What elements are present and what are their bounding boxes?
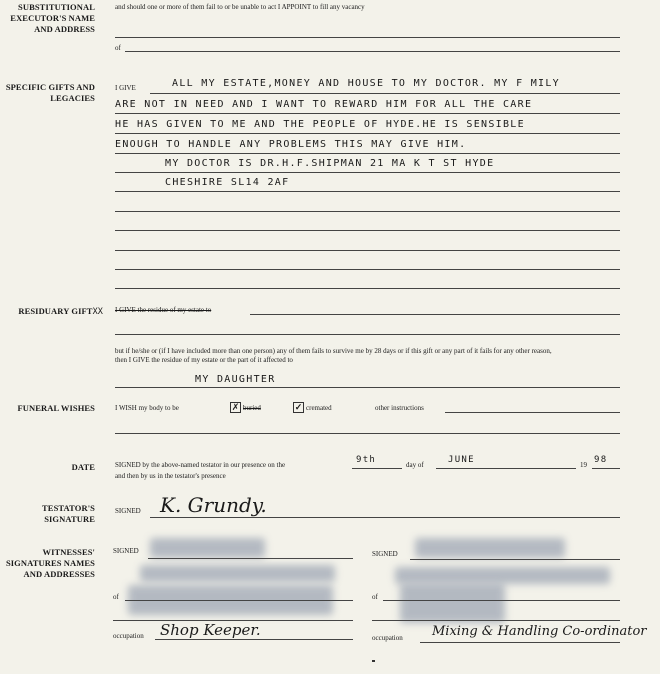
witness2-rule xyxy=(410,559,620,560)
gift-rule xyxy=(115,288,620,289)
gift-rule xyxy=(150,93,620,94)
witness2-rule xyxy=(420,642,620,643)
funeral-intro: I WISH my body to be xyxy=(115,404,179,412)
substitutional-executor-label: SUBSTITUTIONAL EXECUTOR'S NAME AND ADDRESS xyxy=(10,2,95,34)
date-text-1: SIGNED by the above-named testator in our presence on the xyxy=(115,461,286,469)
other-instructions-label: other instructions xyxy=(375,404,424,412)
witness1-of-label: of xyxy=(113,593,119,601)
gift-rule xyxy=(115,172,620,173)
witness2-rule xyxy=(383,600,620,601)
cremated-label: cremated xyxy=(306,404,332,412)
witness1-name-redacted xyxy=(140,565,335,582)
ink-dot xyxy=(372,660,375,662)
gift-rule xyxy=(115,211,620,212)
date-rule xyxy=(352,468,402,469)
date-rule xyxy=(436,468,576,469)
witness1-rule xyxy=(148,558,353,559)
i-give-label: I GIVE xyxy=(115,84,136,92)
residuary-rule xyxy=(250,314,620,315)
gift-line-3: HE HAS GIVEN TO ME AND THE PEOPLE OF HYDE.HE IS SENSIBLE xyxy=(115,119,525,130)
testator-signature: K. Grundy. xyxy=(160,493,267,517)
date-month: JUNE xyxy=(448,455,475,465)
gift-rule xyxy=(115,250,620,251)
witness1-occupation-label: occupation xyxy=(113,632,144,640)
witness1-rule xyxy=(125,600,353,601)
witness2-name-redacted xyxy=(395,567,610,584)
testator-rule xyxy=(150,517,620,518)
witness1-occupation: Shop Keeper. xyxy=(160,621,261,639)
gift-line-5: MY DOCTOR IS DR.H.F.SHIPMAN 21 MA K T ST HYDE xyxy=(165,158,495,169)
date-year-prefix: 19 xyxy=(580,461,587,469)
buried-label: buried xyxy=(243,404,261,412)
residuary-rule xyxy=(115,334,620,335)
witness1-signature-redacted xyxy=(150,538,265,558)
date-day-of: day of xyxy=(406,461,424,469)
date-rule xyxy=(592,468,620,469)
gift-rule xyxy=(115,230,620,231)
witness2-occupation: Mixing & Handling Co-ordinator xyxy=(432,624,647,639)
residuary-condition: but if he/she or (if I have included more than one person) any of them fails to survive me by 28 days or if this gift or any part of it fails for any other reason, then I GIVE the residue of my estate or the part of it affected to xyxy=(115,347,552,364)
date-label: DATE xyxy=(71,462,95,472)
witness2-rule xyxy=(372,620,620,621)
testator-signed-label: SIGNED xyxy=(115,507,141,515)
residuary-line-1: I GIVE the residue of my estate to xyxy=(115,306,212,314)
witness2-occupation-label: occupation xyxy=(372,634,403,642)
date-year: 98 xyxy=(594,455,608,465)
witness2-address-redacted xyxy=(400,583,505,623)
typed-x-marks: XX xyxy=(92,307,103,317)
cremated-checkbox[interactable]: ✓ xyxy=(294,402,303,412)
witness2-of-label: of xyxy=(372,593,378,601)
substitutional-intro: and should one or more of them fail to or be unable to act I APPOINT to fill any vacancy xyxy=(115,3,365,11)
date-text-2: and then by us in the testator's presence xyxy=(115,472,226,480)
substitutional-line xyxy=(115,37,620,38)
gift-rule xyxy=(115,191,620,192)
testator-signature-label: TESTATOR'S SIGNATURE xyxy=(42,503,95,524)
gift-line-6: CHESHIRE SL14 2AF xyxy=(165,177,290,188)
witness2-signed-label: SIGNED xyxy=(372,550,398,558)
residuary-gift-label-text: RESIDUARY GIFT xyxy=(18,306,93,316)
gift-line-1: ALL MY ESTATE,MONEY AND HOUSE TO MY DOCTOR. MY F MILY xyxy=(172,78,560,89)
witness1-rule xyxy=(155,639,353,640)
funeral-rule xyxy=(445,412,620,413)
gift-rule xyxy=(115,269,620,270)
substitutional-of: of xyxy=(115,44,121,52)
gift-rule xyxy=(115,113,620,114)
residuary-beneficiary: MY DAUGHTER xyxy=(195,374,276,385)
buried-checkbox[interactable]: ✗ xyxy=(231,402,240,412)
residuary-rule xyxy=(115,387,620,388)
specific-gifts-label: SPECIFIC GIFTS AND LEGACIES xyxy=(5,82,95,103)
gift-line-2: ARE NOT IN NEED AND I WANT TO REWARD HIM FOR ALL THE CARE xyxy=(115,99,533,110)
funeral-rule xyxy=(115,433,620,434)
gift-rule xyxy=(115,133,620,134)
residuary-gift-label xyxy=(0,306,103,318)
witness1-signed-label: SIGNED xyxy=(113,547,139,555)
witness2-signature-redacted xyxy=(415,538,565,558)
date-day: 9th xyxy=(356,455,377,465)
gift-line-4: ENOUGH TO HANDLE ANY PROBLEMS THIS MAY GIVE HIM. xyxy=(115,139,467,150)
gift-rule xyxy=(115,153,620,154)
funeral-wishes-label: FUNERAL WISHES xyxy=(17,403,95,413)
substitutional-of-line xyxy=(125,51,620,52)
witnesses-label: WITNESSES' SIGNATURES NAMES AND ADDRESSES xyxy=(5,547,95,579)
